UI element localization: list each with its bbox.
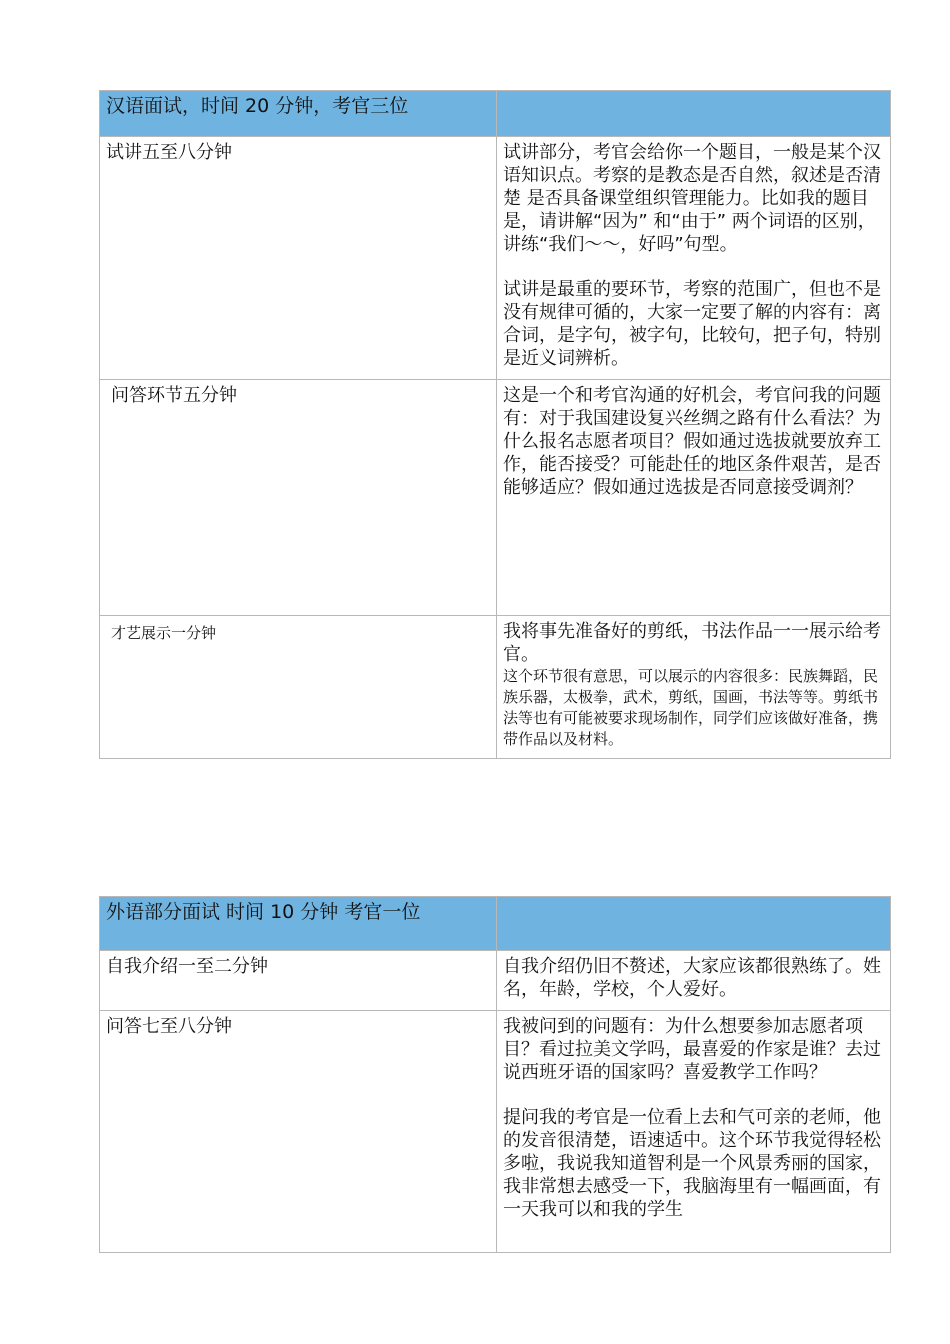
table-header-empty — [497, 897, 891, 951]
paragraph: 我将事先准备好的剪纸，书法作品一一展示给考官。 — [503, 621, 881, 665]
table-row — [100, 1011, 891, 1253]
row-content — [497, 1011, 891, 1253]
paragraph-small: 这个环节很有意思，可以展示的内容很多：民族舞蹈，民族乐器，太极拳，武术，剪纸，国画，书法等等。剪纸书法等也有可能被要求现场制作，同学们应该做好准备，携带作品以及材料。 — [503, 667, 879, 748]
paragraph: 试讲是最重的要环节，考察的范围广，但也不是没有规律可循的，大家一定要了解的内容有：离合词，是字句，被字句，比较句，把子句，特别是近义词辨析。 — [503, 279, 881, 369]
paragraph: 我被问到的问题有：为什么想要参加志愿者项目？看过拉美文学吗，最喜爱的作家是谁？去过说西班牙语的国家吗？喜爱教学工作吗？ — [503, 1016, 881, 1083]
row-content — [497, 951, 891, 1011]
table-header-row — [100, 897, 891, 951]
foreign-language-interview-table — [99, 896, 891, 1253]
row-label: 才艺展示一分钟 — [100, 616, 497, 759]
row-label: 问答环节五分钟 — [100, 380, 497, 616]
table-header-empty — [497, 91, 891, 137]
table-header-row — [100, 91, 891, 137]
table-row — [100, 951, 891, 1011]
table-header-title: 外语部分面试 时间 10 分钟 考官一位 — [100, 897, 497, 951]
chinese-interview-table — [99, 90, 891, 759]
row-content — [497, 137, 891, 380]
table-row — [100, 137, 891, 380]
row-content — [497, 616, 891, 759]
paragraph: 这是一个和考官沟通的好机会，考官问我的问题有：对于我国建设复兴丝绸之路有什么看法？为什么报名志愿者项目？假如通过选拔就要放弃工作，能否接受？可能赴任的地区条件艰苦，是否能够适应？假如通过选拔是否同意接受调剂？ — [503, 385, 881, 498]
table-row — [100, 380, 891, 616]
row-content — [497, 380, 891, 616]
table-row — [100, 616, 891, 759]
paragraph: 自我介绍仍旧不赘述，大家应该都很熟练了。姓名，年龄，学校，个人爱好。 — [503, 956, 881, 1000]
row-label: 问答七至八分钟 — [100, 1011, 497, 1253]
row-label: 试讲五至八分钟 — [100, 137, 497, 380]
table-header-title: 汉语面试，时间 20 分钟，考官三位 — [100, 91, 497, 137]
paragraph: 提问我的考官是一位看上去和气可亲的老师，他的发音很清楚，语速适中。这个环节我觉得轻松多啦，我说我知道智利是一个风景秀丽的国家，我非常想去感受一下，我脑海里有一幅画面，有一天我可以和我的学生 — [503, 1107, 881, 1220]
row-label: 自我介绍一至二分钟 — [100, 951, 497, 1011]
paragraph: 试讲部分，考官会给你一个题目，一般是某个汉语知识点。考察的是教态是否自然，叙述是否清楚 是否具备课堂组织管理能力。比如我的题目是，请讲解“因为” 和“由于” 两个词语的区别，讲练“我们～～，好吗”句型。 — [503, 142, 881, 255]
